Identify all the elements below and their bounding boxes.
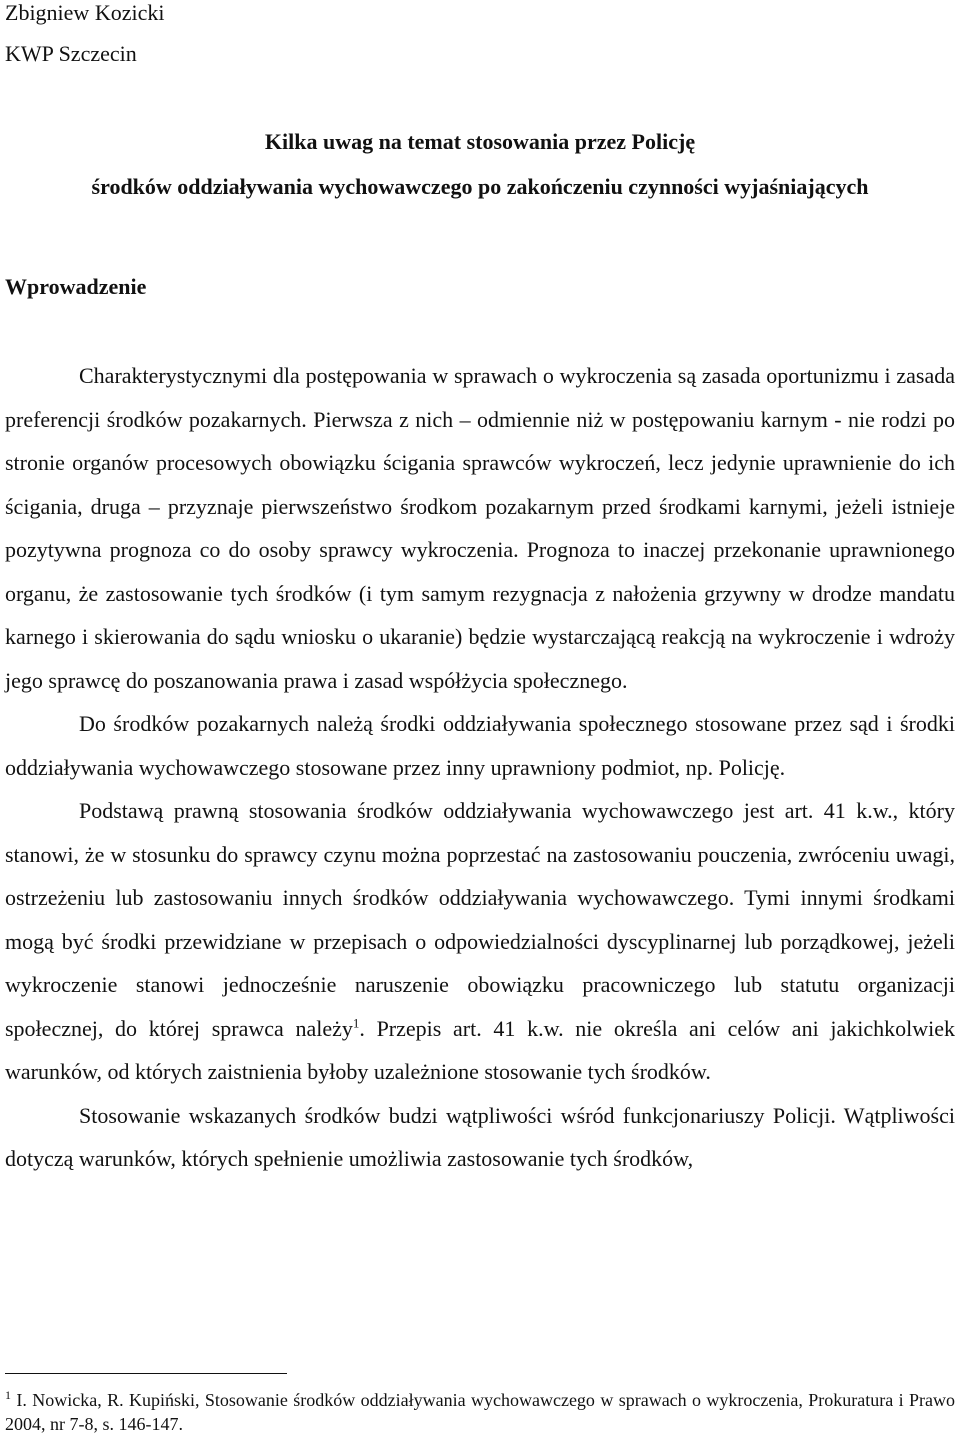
document-title-line-1: Kilka uwag na temat stosowania przez Policję <box>264 129 696 154</box>
body-text <box>5 354 955 1181</box>
footnote-text: I. Nowicka, R. Kupiński, Stosowanie środków oddziaływania wychowawczego w sprawach o wykroczenia, Prokuratura i Prawo 2004, nr 7-8, s. 146-147. <box>5 1390 955 1434</box>
paragraph-3-text: Podstawą prawną stosowania środków oddziaływania wychowawczego jest art. 41 k.w., który stanowi, że w stosunku do sprawcy czynu można poprzestać na zastosowaniu pouczenia, zwróceniu uwagi, ostrzeżeniu lub zastosowaniu innych środków oddziaływania wychowawczego. Tymi innymi środkami mogą być środki przewidziane w przepisach o odpowiedzialności dyscyplinarnej lub porządkowej, jeżeli wykroczenie stanowi jednocześnie naruszenie obowiązku pracowniczego lub statutu organizacji społecznej, do której sprawca należy <box>5 798 955 1041</box>
footnote-reference: 1 <box>352 1015 360 1031</box>
document-title-line-2: środków oddziaływania wychowawczego po zakończeniu czynności wyjaśniających <box>91 174 869 199</box>
footnote <box>5 1388 955 1436</box>
paragraph-4: Stosowanie wskazanych środków budzi wątpliwości wśród funkcjonariuszy Policji. Wątpliwości dotyczą warunków, których spełnienie umożliwia zastosowanie tych środków, <box>5 1102 955 1171</box>
section-heading: Wprowadzenie <box>5 274 147 299</box>
paragraph-3 <box>5 789 955 1094</box>
footnote-separator <box>5 1373 287 1374</box>
author-affiliation: KWP Szczecin <box>5 41 137 66</box>
paragraph-2: Do środków pozakarnych należą środki oddziaływania społecznego stosowane przez sąd i środki oddziaływania wychowawczego stosowane przez inny uprawniony podmiot, np. Policję. <box>5 711 955 780</box>
author-name: Zbigniew Kozicki <box>5 0 165 25</box>
footnote-number: 1 <box>5 1388 11 1402</box>
paragraph-3-text-continued: . Przepis art. 41 k.w. nie określa ani celów ani jakichkolwiek warunków, od których zaistnienia byłoby uzależnione stosowanie tych środków. <box>5 1015 956 1084</box>
paragraph-1: Charakterystycznymi dla postępowania w sprawach o wykroczenia są zasada oportunizmu i zasada preferencji środków pozakarnych. Pierwsza z nich – odmiennie niż w postępowaniu karnym - nie rodzi po stronie organów procesowych obowiązku ścigania sprawców wykroczeń, lecz jedynie uprawnienie do ich ścigania, druga – przyznaje pierwszeństwo środkom pozakarnym przed środkami karnymi, jeżeli istnieje pozytywna prognoza co do osoby sprawcy wykroczenia. Prognoza to inaczej przekonanie uprawnionego organu, że zastosowanie tych środków (i tym samym rezygnacja z nałożenia grzywny w drodze mandatu karnego i skierowania do sądu wniosku o ukaranie) będzie wystarczającą reakcją na wykroczenie i wdroży jego sprawcę do poszanowania prawa i zasad współżycia społecznego. <box>5 363 955 693</box>
